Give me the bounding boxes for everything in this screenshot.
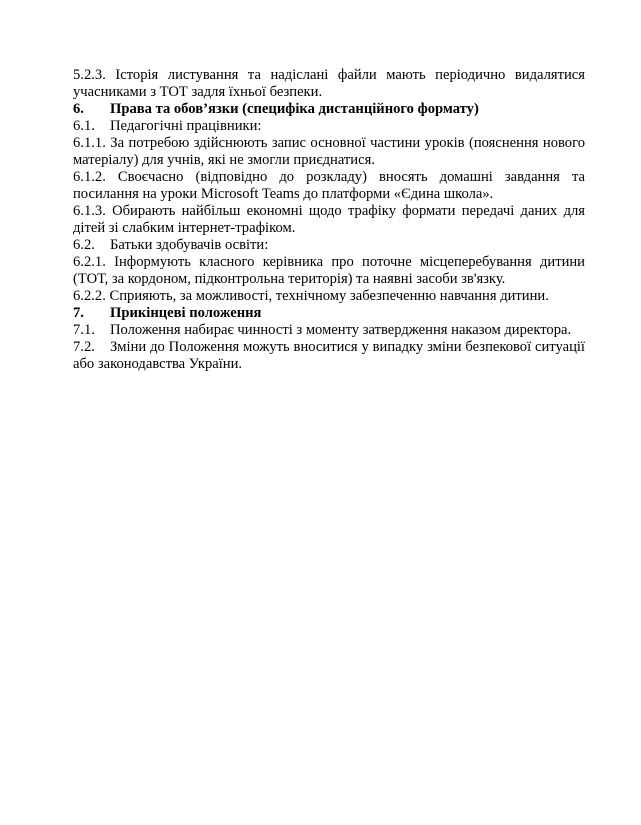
clause-number: 6.1.1. [73,135,106,151]
section-6-heading [73,101,585,118]
clause-5-2-3 [73,67,585,101]
clause-number: 5.2.3. [73,67,106,83]
document-page [73,67,585,373]
clause-text: Своєчасно (відповідно до розкладу) вносять домашні завдання та посилання на уроки Microsoft Teams до платформи «Єдина школа». [73,169,585,202]
clause-6-1-2 [73,169,585,203]
clause-number: 6.2. [73,237,95,253]
clause-number: 6.1.3. [73,203,106,219]
clause-text: Педагогічні працівники: [110,118,262,134]
clause-6-2-2 [73,288,585,305]
section-number: 7. [73,305,84,321]
clause-text: Зміни до Положення можуть вноситися у випадку зміни безпекової ситуації або законодавства України. [73,339,585,372]
clause-number: 6.2.1. [73,254,106,270]
clause-number: 7.1. [73,322,95,338]
section-title: Права та обов’язки (специфіка дистанційного формату) [110,101,479,117]
clause-7-2 [73,339,585,373]
clause-6-2-1 [73,254,585,288]
clause-text: Сприяють, за можливості, технічному забезпеченню навчання дитини. [109,288,549,304]
clause-number: 7.2. [73,339,95,355]
clause-text: За потребою здійснюють запис основної частини уроків (пояснення нового матеріалу) для учнів, які не змогли приєднатися. [73,135,586,168]
section-7-heading [73,305,585,322]
clause-6-2 [73,237,585,254]
clause-text: Обирають найбільш економні щодо трафіку формати передачі даних для дітей зі слабким інтернет-трафіком. [73,203,586,236]
section-number: 6. [73,101,84,117]
clause-number: 6.1. [73,118,95,134]
clause-text: Інформують класного керівника про поточне місцеперебування дитини (ТОТ, за кордоном, підконтрольна територія) та наявні засоби зв'язку. [73,254,585,287]
clause-text: Положення набирає чинності з моменту затвердження наказом директора. [110,322,572,338]
clause-6-1 [73,118,585,135]
clause-7-1 [73,322,585,339]
clause-6-1-1 [73,135,585,169]
clause-text: Історія листування та надіслані файли мають періодично видалятися учасниками з ТОТ задля їхньої безпеки. [73,67,585,100]
section-title: Прикінцеві положення [110,305,262,321]
clause-text: Батьки здобувачів освіти: [110,237,269,253]
clause-number: 6.2.2. [73,288,106,304]
clause-number: 6.1.2. [73,169,106,185]
clause-6-1-3 [73,203,585,237]
